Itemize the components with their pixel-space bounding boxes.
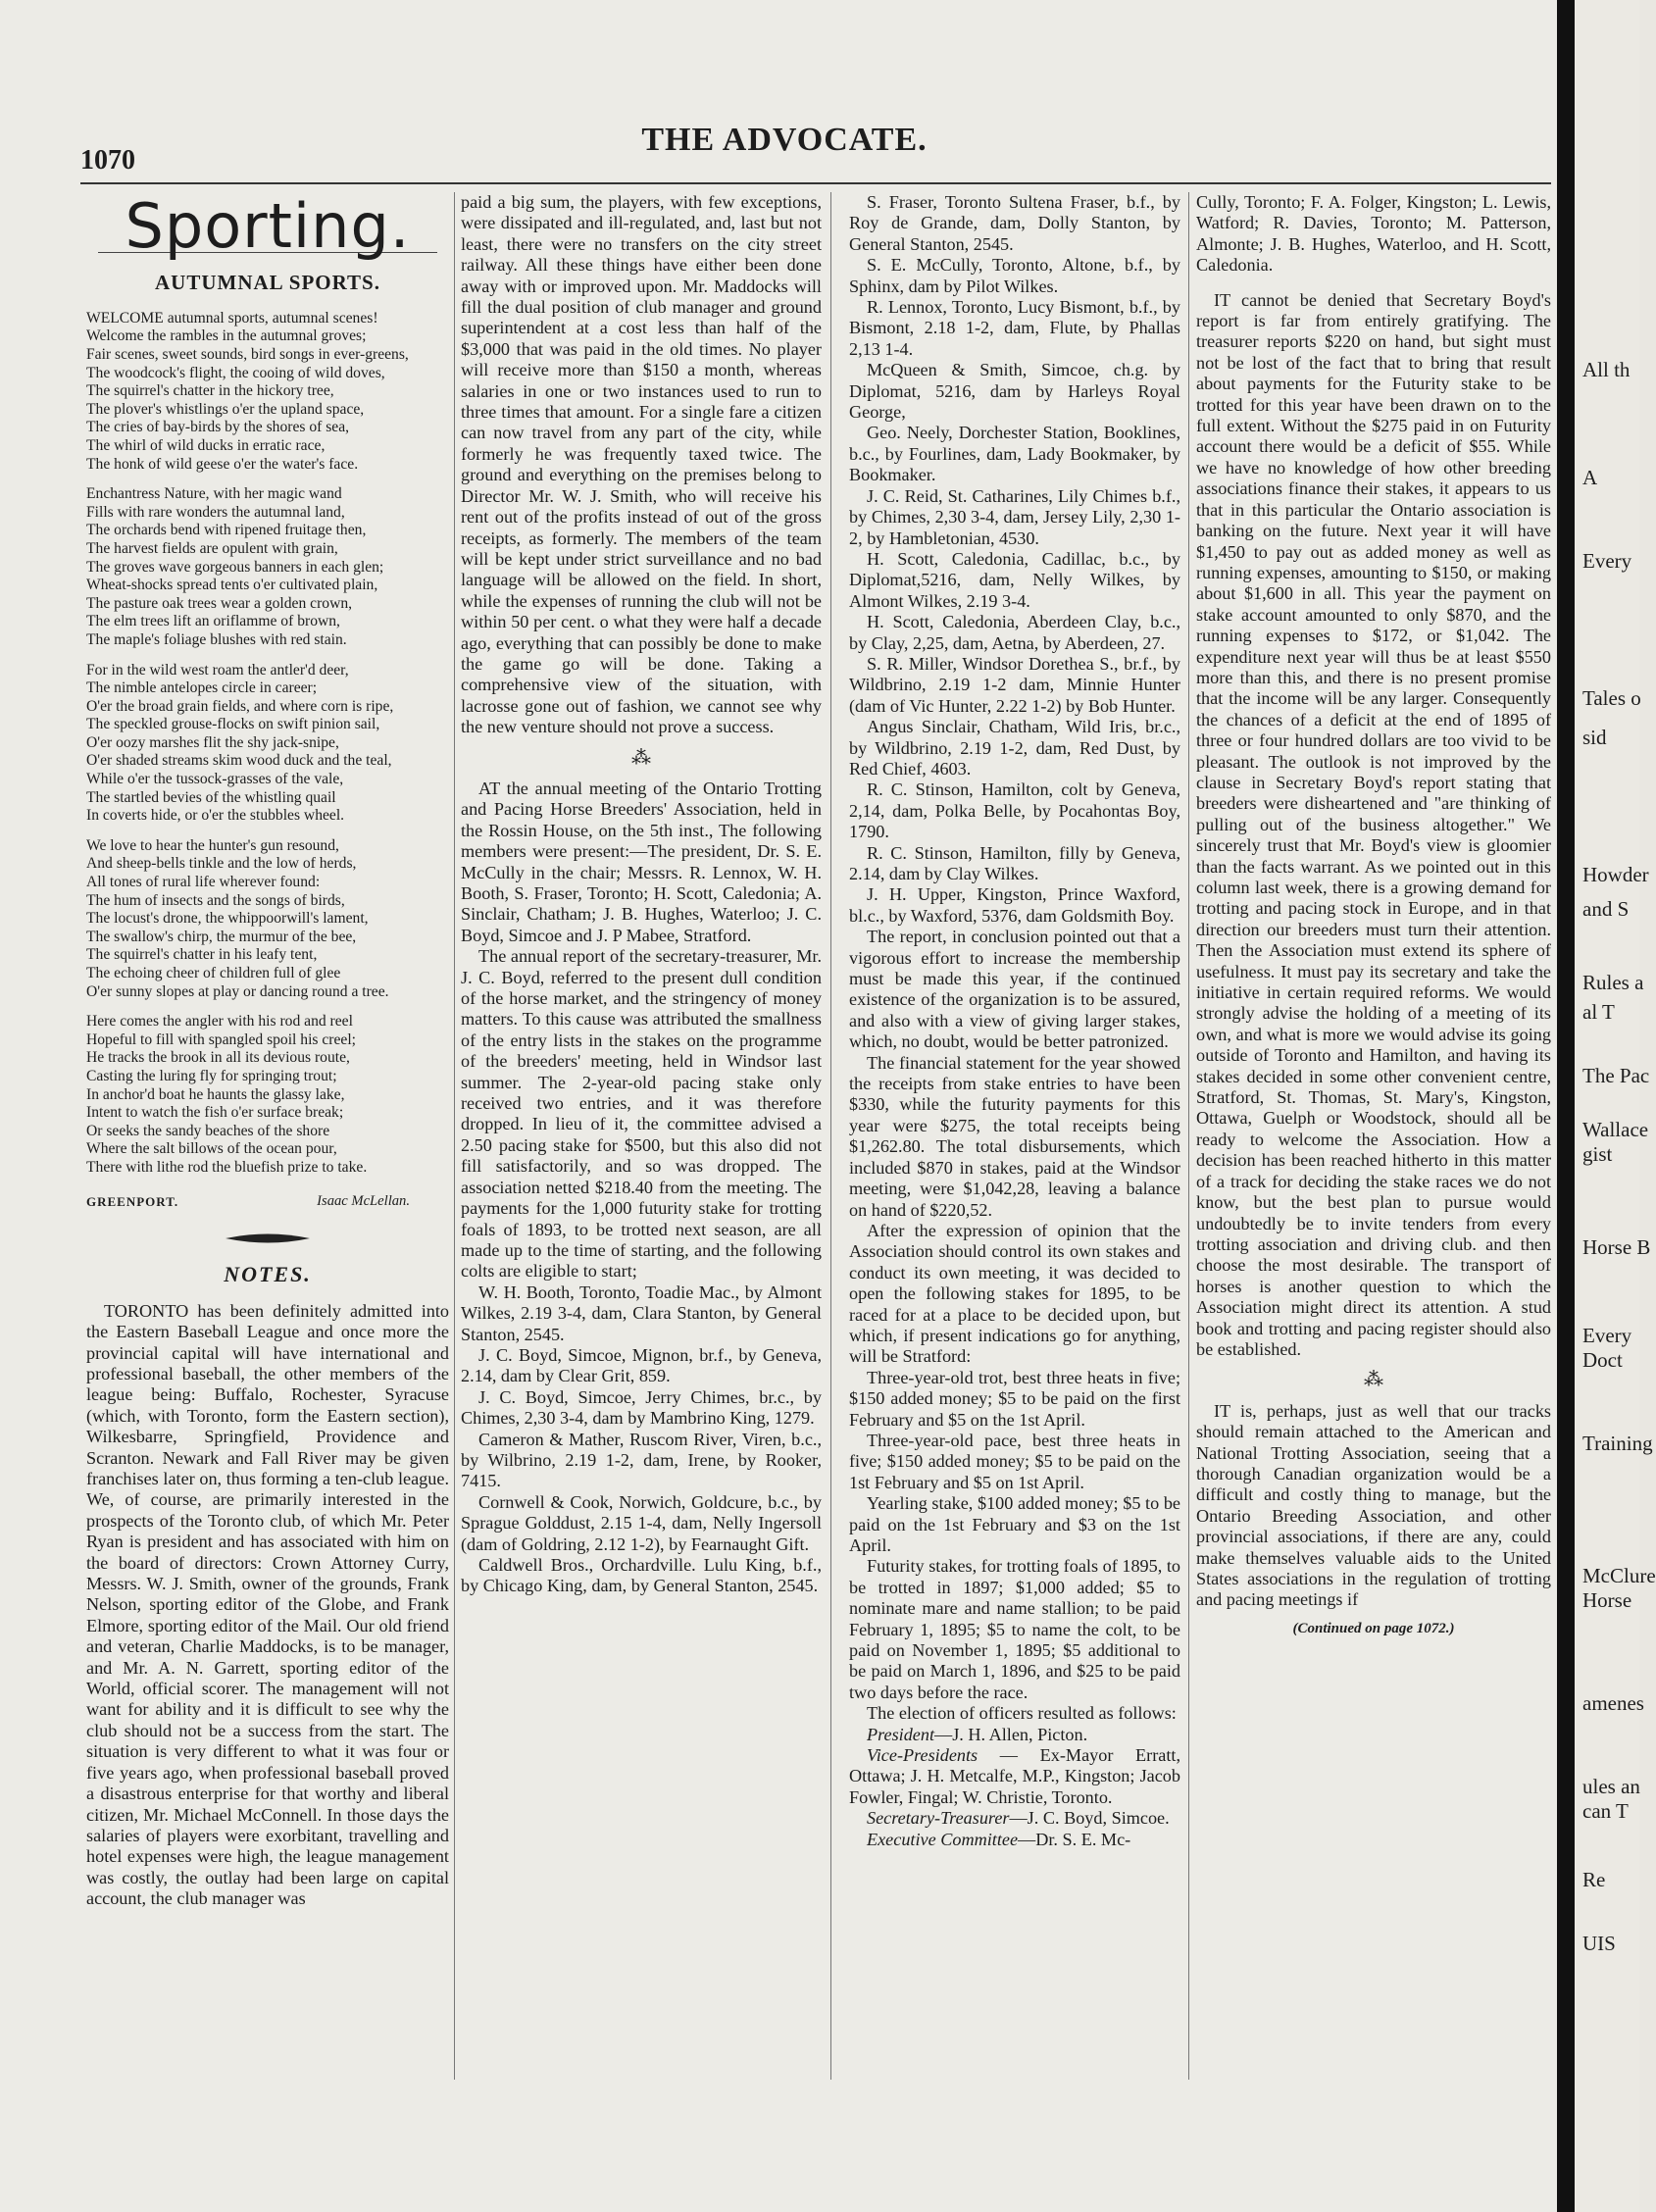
column-4 — [1196, 192, 1551, 1639]
poem-line: The echoing cheer of children full of glee — [86, 965, 341, 981]
officer-secretary — [849, 1808, 1180, 1829]
poem-line: The maple's foliage blushes with red stain. — [86, 630, 347, 648]
poem-line: While o'er the tussock-grasses of the vale, — [86, 771, 344, 788]
paragraph: H. Scott, Caledonia, Cadillac, b.c., by Diplomat,5216, dam, Nelly Wilkes, by Almont Wilkes, 2.19 3-4. — [849, 548, 1180, 611]
adjacent-page-text: Re — [1582, 1868, 1606, 1891]
poem-line: Wheat-shocks spread tents o'er cultivated plain, — [86, 577, 378, 594]
paragraph: TORONTO has been definitely admitted into the Eastern Baseball League and once more the provincial capital will have international and professional baseball, the other members of the league being: Buffalo, Rochester, Syracuse (which, with Toronto, form the Eastern section), Wilkesbarre, Springfield, Providence and Scranton. Newark and Fall River may be given franchises later on, thus forming a ten-club league. We, of course, are primarily interested in the prospects of the Toronto club, of which Mr. Peter Ryan is president and has associated with him on the board of directors: Crown Attorney Curry, Messrs. W. J. Smith, owner of the grounds, Frank Nelson, sporting editor of the Globe, and Frank Elmore, sporting editor of the Mail. Our old friend and veteran, Charlie Maddocks, is to be manager, and Mr. A. N. Garrett, sporting editor of the World, official scorer. The management will not want for ability and it is difficult to see why the club should not be a success from the start. The situation is very different to what it was four or five years ago, when professional baseball proved a disastrous enterprise for that worthy and liberal citizen, Mr. Michael McConnell. In those days the salaries of players were exorbitant, travelling and hotel expenses were high, the league management was costly, the outlay had been large on capital account, the club manager was — [86, 1300, 449, 1909]
paragraph: S. Fraser, Toronto Sultena Fraser, b.f., by Roy de Grande, dam, Dolly Stanton, by General Stanton, 2545. — [849, 192, 1180, 254]
paragraph: After the expression of opinion that the Association should control its own stakes and conduct its own meeting, it was decided to open the following stakes for 1895, to be raced for at a place to be decided upon, but which, if present indications go for anything, will be Stratford: — [849, 1220, 1180, 1367]
paragraph: R. C. Stinson, Hamilton, colt by Geneva, 2,14, dam, Polka Belle, by Pocahontas Boy, 1790. — [849, 779, 1180, 842]
poem-line: Welcome the rambles in the autumnal groves; — [86, 327, 367, 345]
adjacent-page-text: gist — [1582, 1142, 1613, 1166]
poem-line: In anchor'd boat he haunts the glassy lake, — [86, 1085, 345, 1103]
poem-line: The whirl of wild ducks in erratic race, — [86, 436, 326, 454]
poem-line: For in the wild west roam the antler'd deer, — [86, 661, 349, 679]
adjacent-page-text: Horse B — [1582, 1235, 1651, 1259]
adjacent-page-text: sid — [1582, 726, 1607, 749]
page-number: 1070 — [80, 145, 135, 176]
officers-list — [849, 1725, 1180, 1850]
poem-line: The nimble antelopes circle in career; — [86, 679, 318, 697]
poem-line: All tones of rural life wherever found: — [86, 874, 321, 891]
poem-line: O'er oozy marshes flit the shy jack-snipe, — [86, 733, 339, 751]
adjacent-page-text: can T — [1582, 1799, 1629, 1823]
column-rule — [830, 192, 831, 2080]
poem-place: GREENPORT. — [86, 1193, 179, 1209]
poem-line: The locust's drone, the whippoorwill's lament, — [86, 910, 369, 928]
poem — [86, 310, 449, 1178]
poem-line: O'er shaded streams skim wood duck and the teal, — [86, 752, 392, 770]
poem-line: The startled bevies of the whistling quail — [86, 788, 336, 806]
officer-value: — Ex-Mayor Erratt, Ottawa; J. H. Metcalfe, M.P., Kingston; Jacob Fowler, Fingal; W. Christie, Toronto. — [849, 1745, 1180, 1807]
adjacent-page-text: amenes — [1582, 1691, 1644, 1715]
poem-signature — [86, 1189, 449, 1214]
poem-stanza — [86, 662, 449, 826]
poem-stanza — [86, 1013, 449, 1177]
asterism: ⁂ — [1364, 1369, 1383, 1391]
paragraph: S. E. McCully, Toronto, Altone, b.f., by Sphinx, dam by Pilot Wilkes. — [849, 255, 1180, 296]
paragraph: Three-year-old trot, best three heats in five; $150 added money; $5 to be paid on the first February and $5 on the 1st April. — [849, 1367, 1180, 1430]
adjacent-page-text: al T — [1582, 1000, 1615, 1024]
paragraph: The financial statement for the year showed the receipts from stake entries to have been $330, while the futurity payments for this year were $275, the total receipts being $1,262.80. The total disbursements, which included $870 in stakes, paid at the Windsor meeting, were $1,042,28, leaving a balance on hand of $220,52. — [849, 1052, 1180, 1220]
paragraph: J. C. Boyd, Simcoe, Mignon, br.f., by Geneva, 2.14, dam by Clear Grit, 859. — [461, 1344, 822, 1386]
officer-vice-presidents — [849, 1745, 1180, 1808]
ornament-divider — [86, 1228, 449, 1252]
officer-value: —Dr. S. E. Mc- — [1018, 1829, 1131, 1849]
paragraph: Yearling stake, $100 added money; $5 to be paid on the 1st February and $3 on the 1st April. — [849, 1493, 1180, 1555]
poem-line: He tracks the brook in all its devious route, — [86, 1049, 350, 1067]
paragraph: IT is, perhaps, just as well that our tracks should remain attached to the American and National Trotting Association, seeing that a thorough Canadian organization would be a difficult and costly thing to manage, but the Ontario Breeding Association, and other provincial associations, if there are any, could make themselves valuable aids to the United States associations in the regulation of trotting and pacing meetings if — [1196, 1400, 1551, 1610]
poem-line: Where the salt billows of the ocean pour, — [86, 1140, 337, 1158]
poem-line: Hopeful to fill with spangled spoil his creel; — [86, 1031, 357, 1048]
poem-line: The plover's whistlings o'er the upland space, — [86, 400, 365, 418]
poem-line: Or seeks the sandy beaches of the shore — [86, 1122, 330, 1139]
poem-line: O'er the broad grain fields, and where corn is ripe, — [86, 697, 394, 715]
paragraph: Three-year-old pace, best three heats in five; $150 added money; $5 to be paid on the 1st February and $5 on 1st April. — [849, 1430, 1180, 1492]
adjacent-page-text: The Pac — [1582, 1064, 1650, 1087]
officer-president — [849, 1725, 1180, 1745]
poem-line: O'er sunny slopes at play or dancing round a tree. — [86, 982, 389, 1000]
poem-line: Intent to watch the fish o'er surface break; — [86, 1104, 344, 1122]
paragraph: Cornwell & Cook, Norwich, Goldcure, b.c., by Sprague Golddust, 2.15 1-4, dam, Nelly Ingersoll (dam of Goldring, 2.12 1-2), by Fearnaught Gift. — [461, 1491, 822, 1554]
poem-line: WELCOME autumnal sports, autumnal scenes! — [86, 309, 378, 327]
adjacent-page-text: McClure — [1582, 1564, 1656, 1587]
adjacent-page-fragment — [1575, 0, 1656, 2212]
poem-line: We love to hear the hunter's gun resound, — [86, 836, 339, 854]
paragraph: The report, in conclusion pointed out that a vigorous effort to increase the membership must be made this year, if the continued existence of the organization is to be assured, and also with a view of giving larger stakes, which, no doubt, would be better patronized. — [849, 927, 1180, 1052]
adjacent-page-text: Rules a — [1582, 971, 1644, 994]
poem-line: The squirrel's chatter in the hickory tree, — [86, 382, 334, 400]
adjacent-page-text: Tales o — [1582, 686, 1641, 710]
section-title: Sporting. — [125, 190, 411, 262]
paragraph: paid a big sum, the players, with few exceptions, were dissipated and ill-regulated, and, last but not least, there were no transfers on the city street railway. All these things have either been done away with or improved upon. Mr. Maddocks will fill the dual position of club manager and ground superintendent at a cost less than half of the $3,000 that was paid in the old times. No player will receive more than $150 a month, whereas salaries in one or two instances used to run to three times that amount. For a single fare a citizen can now travel from any part of the city, while formerly he was frequently taxed twice. The ground and everything on the premises belong to Director Mr. W. J. Smith, who will receive his rent out of the profits instead of out of the gross receipts, as formerly. The members of the team will be kept under strict surveillance and no bad language will be allowed on the field. In short, while the expenses of running the club will not be within 50 per cent. o what they were half a decade ago, everything that can possibly be done to make the game go will be done. Taking a comprehensive view of the situation, with lacrosse gone out of fashion, we cannot see why the new venture should not prove a success. — [461, 192, 822, 737]
paragraph: IT cannot be denied that Secretary Boyd's report is far from entirely gratifying. The treasurer reports $220 on hand, but sight must not be lost of the fact that to bring that result about payments for the Futurity stake to be trotted for this year have been drawn on to the full extent. Without the $275 paid in on Futurity account there would be a deficit of $55. While we have no knowledge of how other breeding associations finance their stakes, it appears to us that in this particular the Ontario association is banking on the future. Next year it will have $1,450 to pay out as added money as well as running expenses, amounting to $150, or making about $1,600 in all. This year the payment on stake account amounted to only $870, and the running expenses to $172, or $1,042. The expenditure next year will thus be at least $550 more than this, and there is no present promise that the income will be any larger. Consequently the chances of a deficit at the end of 1895 of three or four hundred dollars are too vivid to be pleasant. The outlook is not improved by the clause in Secretary Boyd's report stating that breeders were disheartened and "are thinking of pulling out of the business altogether." We sincerely trust that Mr. Boyd's view is gloomier than the facts warrant. As we pointed out in this column last week, there is a growing demand for trotting and pacing stock in Europe, and in that direction our breeders must turn their attention. Then the Association must extend its sphere of usefulness. It must pay its secretary and take the initiative in certain required reforms. We would strongly advise the holding of a meeting of its own, and what is more we would advise its going outside of Toronto and Hamilton, and having its stakes decided in some other convenient centre, Stratford, St. Thomas, St. Mary's, Kingston, Ottawa, Guelph or Woodstock, should all be ready to welcome the Association. How a decision has been reached hitherto in this matter of a track for deciding the stake races we do not know, but the best plan to pursue would undoubtedly be to invite tenders from every trotting association and driving club. and then choose the most desirable. The transport of horses is another question to which the Association might direct its attention. A stud book and trotting and pacing register should also be established. — [1196, 289, 1551, 1359]
poem-line: The cries of bay-birds by the shores of sea, — [86, 419, 350, 436]
paragraph: Cully, Toronto; F. A. Folger, Kingston; L. Lewis, Watford; R. Davies, Toronto; M. Patterson, Almonte; J. B. Hughes, Waterloo, and H. Scott, Caledonia. — [1196, 192, 1551, 276]
poem-line: The swallow's chirp, the murmur of the bee, — [86, 928, 357, 945]
paragraph: Futurity stakes, for trotting foals of 1895, to be trotted in 1897; $1,000 added; $5 to nominate mare and name stallion; to be paid February 1, 1895; $5 to name the colt, to be paid on November 1, 1895; $5 additional to be paid on March 1, 1896, and $25 to be paid two days before the race. — [849, 1556, 1180, 1702]
officer-label: Vice-Presidents — [867, 1745, 979, 1766]
adjacent-page-text: A — [1582, 466, 1598, 489]
adjacent-page-text: Horse — [1582, 1588, 1632, 1612]
paragraph: H. Scott, Caledonia, Aberdeen Clay, b.c., by Clay, 2,25, dam, Aetna, by Aberdeen, 27. — [849, 612, 1180, 653]
officer-label: Secretary-Treasurer — [867, 1808, 1010, 1829]
notes-body — [86, 1301, 449, 1910]
officer-executive — [849, 1830, 1180, 1850]
column-3 — [849, 192, 1180, 1850]
paragraph: J. C. Boyd, Simcoe, Jerry Chimes, br.c., by Chimes, 2,30 3-4, dam by Mambrino King, 1279. — [461, 1386, 822, 1429]
poem-line: The woodcock's flight, the cooing of wild doves, — [86, 364, 385, 381]
poem-line: Fills with rare wonders the autumnal land, — [86, 503, 345, 521]
paragraph: R. C. Stinson, Hamilton, filly by Geneva, 2.14, dam by Clay Wilkes. — [849, 842, 1180, 883]
column-1 — [86, 192, 449, 1910]
poem-stanza — [86, 485, 449, 649]
poem-heading: AUTUMNAL SPORTS. — [155, 271, 380, 295]
header-rule — [80, 182, 1551, 184]
poem-line: The squirrel's chatter in his leafy tent, — [86, 946, 318, 964]
poem-line: The hum of insects and the songs of birds, — [86, 891, 345, 909]
poem-line: The pasture oak trees wear a golden crown, — [86, 594, 353, 612]
adjacent-page-text: Every — [1582, 1324, 1632, 1347]
poem-line: The orchards bend with ripened fruitage then, — [86, 522, 367, 539]
notes-heading: NOTES. — [224, 1262, 312, 1287]
paragraph: The election of officers resulted as follows: — [867, 1703, 1177, 1724]
paragraph: Caldwell Bros., Orchardville. Lulu King, b.f., by Chicago King, dam, by General Stanton, 2545. — [461, 1555, 822, 1596]
paragraph: J. C. Reid, St. Catharines, Lily Chimes b.f., by Chimes, 2,30 3-4, dam, Jersey Lily, 2,30 1-2, by Hambletonian, 4530. — [849, 485, 1180, 548]
adjacent-page-text: Wallace — [1582, 1118, 1649, 1141]
paragraph: J. H. Upper, Kingston, Prince Waxford, bl.c., by Waxford, 5376, dam Goldsmith Boy. — [849, 884, 1180, 926]
officer-label: President — [867, 1724, 935, 1744]
adjacent-page-text: UIS — [1582, 1932, 1616, 1955]
paragraph: R. Lennox, Toronto, Lucy Bismont, b.f., by Bismont, 2.18 1-2, dam, Flute, by Phallas 2,13 1-4. — [849, 297, 1180, 359]
poem-stanza — [86, 310, 449, 474]
column-rule — [1188, 192, 1189, 2080]
continued-note: (Continued on page 1072.) — [1292, 1620, 1455, 1636]
paragraph: Cameron & Mather, Ruscom River, Viren, b.c., by Wilbrino, 2.19 1-2, dam, Irene, by Rooker, 7415. — [461, 1429, 822, 1491]
poem-line: There with lithe rod the bluefish prize to take. — [86, 1158, 368, 1176]
poem-line: In coverts hide, or o'er the stubbles wheel. — [86, 807, 345, 825]
poem-line: The elm trees lift an oriflamme of brown, — [86, 613, 340, 630]
officer-label: Executive Committee — [867, 1829, 1019, 1849]
paragraph: S. R. Miller, Windsor Dorethea S., br.f., by Wildbrino, 2.19 1-2 dam, Minnie Hunter (dam of Vic Hunter, 2.22 1-2) by Bob Hunter. — [849, 653, 1180, 716]
officer-value: —J. H. Allen, Picton. — [934, 1724, 1088, 1744]
poem-line: Here comes the angler with his rod and reel — [86, 1013, 353, 1031]
paragraph: McQueen & Smith, Simcoe, ch.g. by Diplomat, 5216, dam by Harleys Royal George, — [849, 360, 1180, 423]
poem-line: The groves wave gorgeous banners in each glen; — [86, 558, 384, 576]
adjacent-page-text: ules an — [1582, 1775, 1640, 1798]
poem-stanza — [86, 837, 449, 1001]
adjacent-page-text: Every — [1582, 549, 1632, 573]
adjacent-page-text: Howder — [1582, 863, 1649, 886]
paragraph: Geo. Neely, Dorchester Station, Booklines, b.c., by Fourlines, dam, Lady Bookmaker, by Bookmaker. — [849, 423, 1180, 485]
column-2 — [461, 192, 822, 1597]
poem-line: The speckled grouse-flocks on swift pinion sail, — [86, 716, 380, 733]
poem-line: Casting the luring fly for springing trout; — [86, 1067, 337, 1084]
asterism: ⁂ — [631, 746, 651, 769]
paragraph: AT the annual meeting of the Ontario Trotting and Pacing Horse Breeders' Association, held in the Rossin House, on the 5th inst., The following members were present:—The president, Dr. S. E. McCully in the chair; Messrs. R. Lennox, W. H. Booth, S. Fraser, Toronto; H. Scott, Caledonia; A. Sinclair, Chatham; J. B. Hughes, Waterloo; J. C. Boyd, Simcoe and J. P Mabee, Stratford. — [461, 778, 822, 945]
officer-value: —J. C. Boyd, Simcoe. — [1009, 1808, 1170, 1829]
page-gutter — [1557, 0, 1575, 2212]
column-rule — [454, 192, 455, 2080]
poem-line: Enchantress Nature, with her magic wand — [86, 485, 342, 503]
adjacent-page-text: Doct — [1582, 1348, 1623, 1372]
poem-line: The harvest fields are opulent with grain, — [86, 539, 338, 557]
poem-author: Isaac McLellan. — [317, 1192, 410, 1209]
paragraph: Angus Sinclair, Chatham, Wild Iris, br.c., by Wildbrino, 2.19 1-2, dam, Red Dust, by Red Chief, 4603. — [849, 717, 1180, 779]
poem-line: And sheep-bells tinkle and the low of herds, — [86, 855, 357, 873]
adjacent-page-text: and S — [1582, 897, 1630, 921]
masthead: THE ADVOCATE. — [641, 122, 928, 158]
paragraph: W. H. Booth, Toronto, Toadie Mac., by Almont Wilkes, 2.19 3-4, dam, Clara Stanton, by General Stanton, 2545. — [461, 1282, 822, 1344]
adjacent-page-text: Training — [1582, 1432, 1653, 1455]
paragraph: The annual report of the secretary-treasurer, Mr. J. C. Boyd, referred to the present dull condition of the horse market, and the stringency of money matters. To this cause was attributed the smallness of the entry lists in the stakes on the programme of the breeders' meeting, held in Windsor last summer. The 2-year-old pacing stake only received two entries, and it was therefore dropped. In lieu of it, the committee advised a 2.50 pacing stake for $500, but this also did not fill satisfactorily, and so was dropped. The association netted $218.40 from the meeting. The payments for the 1,000 futurity stake for trotting foals of 1893, to be trotted next season, are all made up to the time of starting, and the following colts are eligible to start; — [461, 946, 822, 1282]
poem-line: The honk of wild geese o'er the water's face. — [86, 455, 359, 473]
poem-line: Fair scenes, sweet sounds, bird songs in ever-greens, — [86, 346, 409, 363]
adjacent-page-text: All th — [1582, 358, 1631, 381]
